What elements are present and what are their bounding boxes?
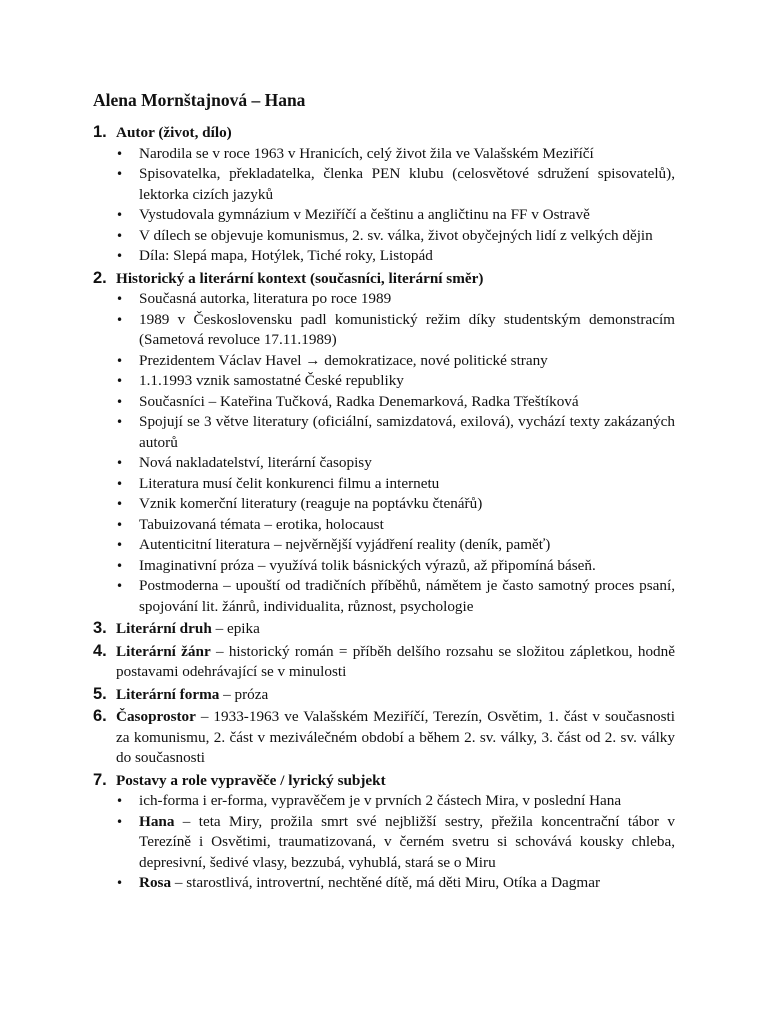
section-body	[116, 123, 675, 144]
list-item-text: Imaginativní próza – využívá tolik básnických výrazů, až připomíná báseň.	[139, 556, 596, 574]
list-item-text: Prezidentem Václav Havel → demokratizace, nové politické strany	[139, 351, 548, 369]
list-item-text: Spojují se 3 větve literatury (oficiální, samizdatová, exilová), vychází texty zakázaných autorů	[139, 413, 675, 451]
section-number: 4.	[93, 641, 107, 660]
list-item	[116, 246, 675, 267]
bullet-list	[116, 791, 675, 894]
list-item	[116, 205, 675, 226]
section-text: – historický román = příběh delšího rozsahu se složitou zápletkou, hodně postavami odehrávající se v minulosti	[116, 642, 675, 680]
list-item	[116, 474, 675, 495]
section-heading	[93, 770, 675, 792]
list-item-text: Vznik komerční literatury (reaguje na poptávku čtenářů)	[139, 495, 483, 512]
list-item	[116, 494, 675, 515]
section-number: 5.	[93, 684, 107, 703]
section-title: Autor (život, dílo)	[116, 124, 232, 141]
section-number: 1.	[93, 123, 107, 141]
list-item-text: Postmoderna – upouští od tradičních příběhů, námětem je často samotný proces psaní, spojování lit. žánrů, individualita, různost, psychologie	[139, 577, 675, 615]
section-heading	[93, 684, 675, 706]
list-item-label: Hana	[139, 812, 175, 830]
section-title: Literární forma	[116, 685, 220, 703]
sections-container	[93, 122, 675, 894]
list-item-text: Autenticitní literatura – nejvěrnější vyjádření reality (deník, paměť)	[139, 536, 551, 553]
list-item	[116, 412, 675, 453]
section-number: 2.	[93, 268, 107, 287]
bullet-list	[116, 289, 675, 617]
list-item-text: Tabuizovaná témata – erotika, holocaust	[139, 515, 384, 533]
list-item-text: Současníci – Kateřina Tučková, Radka Denemarková, Radka Třeštíková	[139, 392, 579, 410]
list-item-text: V dílech se objevuje komunismus, 2. sv. válka, život obyčejných lidí z velkých dějin	[139, 226, 653, 244]
section-heading	[93, 641, 675, 683]
bullet-list	[116, 144, 675, 267]
section-number: 7.	[93, 770, 107, 789]
list-item	[116, 576, 675, 617]
list-item-text: – starostlivá, introvertní, nechtěné dítě, má děti Miru, Otíka a Dagmar	[171, 874, 600, 891]
list-item-text: Literatura musí čelit konkurenci filmu a internetu	[139, 474, 440, 492]
section-body	[116, 685, 675, 706]
list-item-text: Narodila se v roce 1963 v Hranicích, celý život žila ve Valašském Meziříčí	[139, 144, 594, 162]
list-item-text: Současná autorka, literatura po roce 1989	[139, 290, 392, 307]
list-item-text: ich-forma i er-forma, vypravěčem je v prvních 2 částech Mira, v poslední Hana	[139, 792, 622, 809]
list-item-text: 1.1.1993 vznik samostatné České republiky	[139, 372, 404, 389]
section-body	[116, 269, 675, 290]
section-heading	[93, 268, 675, 290]
list-item	[116, 812, 675, 874]
section-heading	[93, 706, 675, 769]
list-item	[116, 556, 675, 577]
section-body	[116, 619, 675, 640]
section-title: Postavy a role vypravěče / lyrický subjekt	[116, 771, 386, 789]
section-title: Historický a literární kontext (současníci, literární směr)	[116, 269, 484, 287]
section-body	[116, 642, 675, 683]
section-body	[116, 771, 675, 792]
section-number: 3.	[93, 619, 107, 637]
list-item	[116, 226, 675, 247]
list-item	[116, 392, 675, 413]
section-title: Literární druh	[116, 620, 212, 637]
section-heading	[93, 122, 675, 144]
list-item-label: Rosa	[139, 874, 172, 891]
document-title: Alena Mornštajnová – Hana	[93, 90, 306, 110]
list-item	[116, 453, 675, 474]
list-item	[116, 310, 675, 351]
list-item-text: Díla: Slepá mapa, Hotýlek, Tiché roky, Listopád	[139, 247, 433, 264]
section-title: Časoprostor	[116, 708, 196, 725]
section-title: Literární žánr	[116, 642, 211, 660]
list-item	[116, 144, 675, 165]
section-number: 6.	[93, 707, 107, 725]
section-text: – 1933-1963 ve Valašském Meziříčí, Terezín, Osvětim, 1. část v současnosti za komunismu, 2. část v meziválečném období a během 2. sv. války, 3. část od 2. sv. války do současnosti	[116, 708, 675, 766]
section-text: – epika	[211, 620, 260, 637]
document-page	[93, 88, 675, 894]
list-item-text: Spisovatelka, překladatelka, členka PEN klubu (celosvětové sdružení spisovatelů), lektorka cizích jazyků	[139, 165, 675, 203]
list-item	[116, 535, 675, 556]
list-item	[116, 289, 675, 310]
section-body	[116, 707, 675, 769]
list-item	[116, 873, 675, 894]
list-item	[116, 371, 675, 392]
list-item	[116, 515, 675, 536]
list-item-text: 1989 v Československu padl komunistický režim díky studentským demonstracím (Sametová revoluce 17.11.1989)	[139, 310, 675, 348]
list-item-text: – teta Miry, prožila smrt své nejbližší sestry, přežila koncentrační tábor v Terezíně i Osvětimi, traumatizovaná, v černém svetru si schovává kousky chleba, depresivní, šedivé vlasy, bezzubá, vyhublá, stará se o Miru	[139, 812, 675, 871]
list-item	[116, 351, 675, 372]
list-item-text: Vystudovala gymnázium v Meziříčí a češtinu a angličtinu na FF v Ostravě	[139, 206, 590, 223]
section-heading	[93, 618, 675, 640]
section-text: – próza	[219, 685, 269, 703]
list-item	[116, 791, 675, 812]
list-item-text: Nová nakladatelství, literární časopisy	[139, 454, 372, 471]
list-item	[116, 164, 675, 205]
